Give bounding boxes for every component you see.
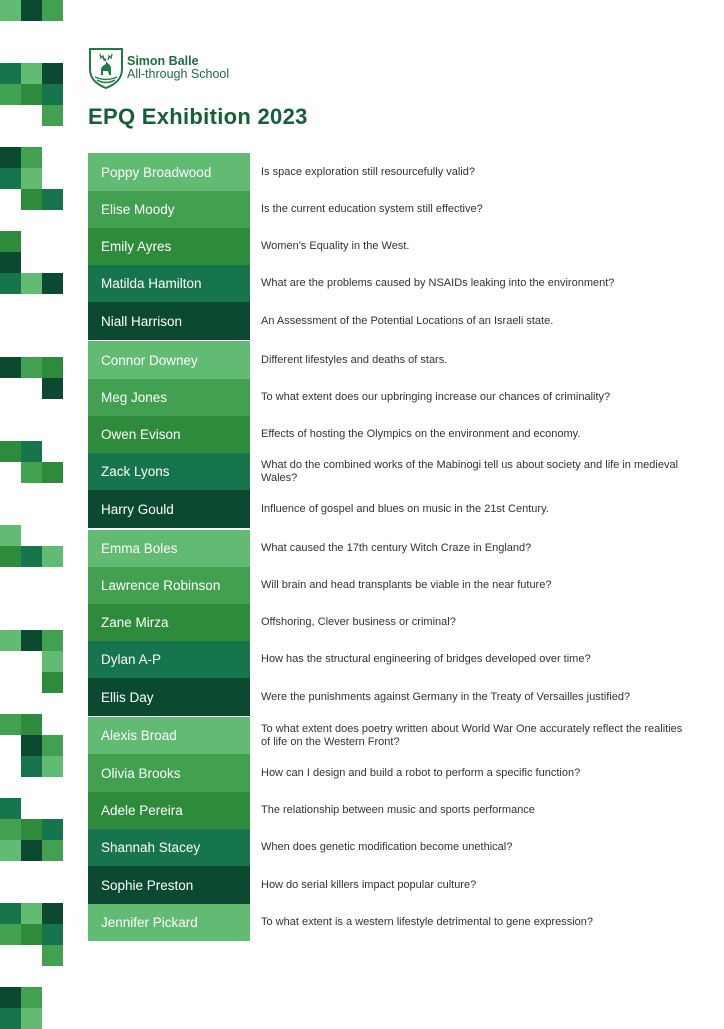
student-name: Jennifer Pickard <box>88 904 250 941</box>
project-topic: Were the punishments against Germany in the Treaty of Versailles justified? <box>261 690 631 703</box>
project-topic: Different lifestyles and deaths of stars. <box>261 353 448 366</box>
student-name: Adele Pereira <box>88 792 250 829</box>
project-topic: What caused the 17th century Witch Craze in England? <box>261 542 532 555</box>
student-name: Zack Lyons <box>88 453 250 490</box>
project-topic: To what extent is a western lifestyle detrimental to gene expression? <box>261 916 594 929</box>
project-topic: How can I design and build a robot to perform a specific function? <box>261 766 581 779</box>
student-name: Sophie Preston <box>88 866 250 904</box>
student-name: Meg Jones <box>88 379 250 416</box>
project-topic: How do serial killers impact popular culture? <box>261 878 477 891</box>
school-name: Simon Balle <box>127 54 199 68</box>
student-name: Owen Evison <box>88 416 250 453</box>
student-name: Dylan A-P <box>88 641 250 678</box>
project-topic: When does genetic modification become unethical? <box>261 841 513 854</box>
project-topic: To what extent does our upbringing increase our chances of criminality? <box>261 391 611 404</box>
student-name: Niall Harrison <box>88 302 250 340</box>
project-topic: To what extent does poetry written about World War One accurately reflect the realities of life on the Western Front? <box>261 723 683 748</box>
student-name: Lawrence Robinson <box>88 567 250 604</box>
project-topic: Will brain and head transplants be viable in the near future? <box>261 579 552 592</box>
student-name: Olivia Brooks <box>88 754 250 792</box>
student-name: Connor Downey <box>88 341 250 379</box>
student-name: Elise Moody <box>88 191 250 228</box>
student-name: Emily Ayres <box>88 228 250 265</box>
student-name: Alexis Broad <box>88 717 250 754</box>
project-topic: What do the combined works of the Mabinogi tell us about society and life in medieval Wales? <box>261 459 679 484</box>
student-name: Ellis Day <box>88 678 250 716</box>
project-topic: Is the current education system still effective? <box>261 203 483 216</box>
project-topic: How has the structural engineering of bridges developed over time? <box>261 653 591 666</box>
project-topic: An Assessment of the Potential Locations of an Israeli state. <box>261 314 554 327</box>
project-topic: Effects of hosting the Olympics on the environment and economy. <box>261 428 581 441</box>
student-name: Matilda Hamilton <box>88 265 250 302</box>
student-name: Emma Boles <box>88 530 250 567</box>
project-topic: Women's Equality in the West. <box>261 240 410 253</box>
project-topic: Is space exploration still resourcefully valid? <box>261 165 475 178</box>
project-topic: Influence of gospel and blues on music in the 21st Century. <box>261 502 549 515</box>
project-topic: The relationship between music and sports performance <box>261 804 535 817</box>
student-name: Poppy Broadwood <box>88 153 250 191</box>
project-topic: What are the problems caused by NSAIDs leaking into the environment? <box>261 277 615 290</box>
school-subtitle: All-through School <box>127 67 230 81</box>
student-name: Zane Mirza <box>88 604 250 641</box>
page-title: EPQ Exhibition 2023 <box>88 104 308 129</box>
student-name: Shannah Stacey <box>88 829 250 866</box>
student-name: Harry Gould <box>88 490 250 528</box>
project-topic: Offshoring, Clever business or criminal? <box>261 616 456 629</box>
